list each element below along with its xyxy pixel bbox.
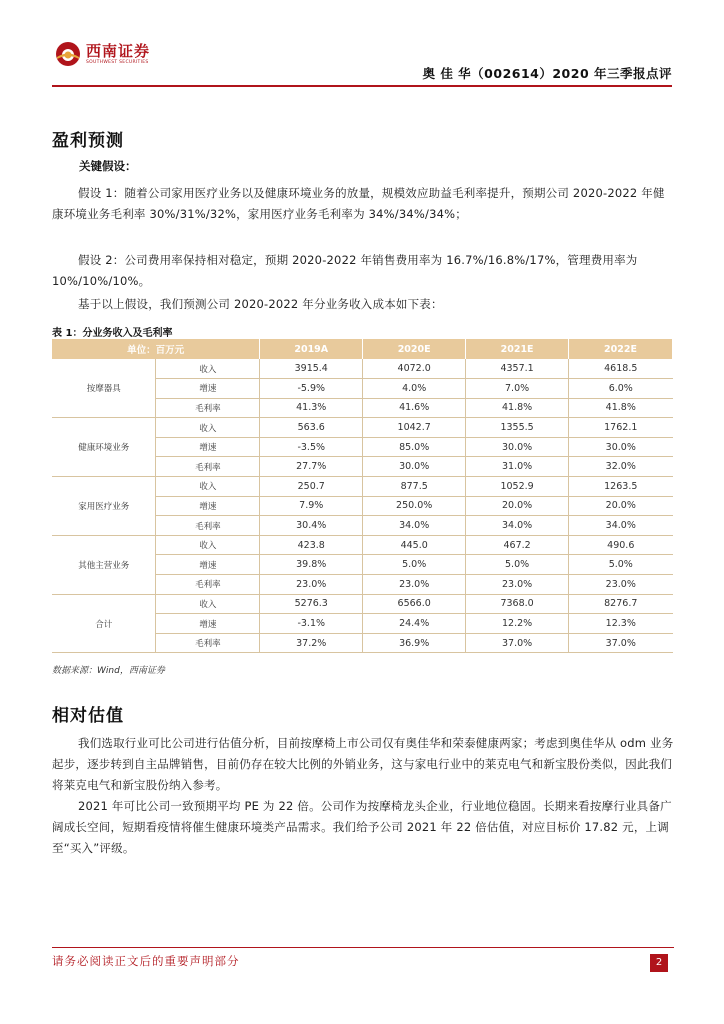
value-cell: 5.0% <box>569 555 673 575</box>
metric-label: 毛利率 <box>156 633 260 653</box>
page-header <box>52 38 672 90</box>
value-cell: 6566.0 <box>363 594 466 614</box>
value-cell: 41.8% <box>466 398 569 418</box>
value-cell: 877.5 <box>363 477 466 497</box>
metric-label: 增速 <box>156 379 260 399</box>
data-source-note: 数据来源：Wind，西南证券 <box>52 666 165 676</box>
footer-divider <box>52 947 674 948</box>
value-cell: 467.2 <box>466 535 569 555</box>
metric-label: 收入 <box>156 418 260 438</box>
value-cell: 34.0% <box>363 516 466 536</box>
value-cell: 30.0% <box>466 437 569 457</box>
key-assumptions-heading: 关键假设： <box>79 159 137 173</box>
value-cell: 4618.5 <box>569 359 673 379</box>
value-cell: 37.2% <box>260 633 363 653</box>
value-cell: 1052.9 <box>466 477 569 497</box>
metric-label: 增速 <box>156 555 260 575</box>
metric-label: 增速 <box>156 496 260 516</box>
segment-name: 其他主营业务 <box>52 535 156 594</box>
value-cell: 250.7 <box>260 477 363 497</box>
value-cell: 4072.0 <box>363 359 466 379</box>
value-cell: 39.8% <box>260 555 363 575</box>
value-cell: 23.0% <box>260 575 363 595</box>
metric-label: 收入 <box>156 535 260 555</box>
value-cell: 23.0% <box>363 575 466 595</box>
value-cell: 5.0% <box>363 555 466 575</box>
table-header-row <box>52 339 673 359</box>
value-cell: -3.5% <box>260 437 363 457</box>
value-cell: -5.9% <box>260 379 363 399</box>
value-cell: 20.0% <box>466 496 569 516</box>
header-divider <box>52 85 672 87</box>
value-cell: 6.0% <box>569 379 673 399</box>
value-cell: 4.0% <box>363 379 466 399</box>
value-cell: 12.3% <box>569 614 673 634</box>
metric-label: 毛利率 <box>156 457 260 477</box>
value-cell: 1355.5 <box>466 418 569 438</box>
value-cell: 12.2% <box>466 614 569 634</box>
value-cell: 250.0% <box>363 496 466 516</box>
value-cell: 41.8% <box>569 398 673 418</box>
value-cell: 24.4% <box>363 614 466 634</box>
value-cell: 5276.3 <box>260 594 363 614</box>
value-cell: 34.0% <box>569 516 673 536</box>
value-cell: 445.0 <box>363 535 466 555</box>
value-cell: 5.0% <box>466 555 569 575</box>
table-header-2019a: 2019A <box>260 339 363 359</box>
value-cell: 7.0% <box>466 379 569 399</box>
value-cell: -3.1% <box>260 614 363 634</box>
table-header-2020e: 2020E <box>363 339 466 359</box>
value-cell: 41.3% <box>260 398 363 418</box>
value-cell: 20.0% <box>569 496 673 516</box>
table-row <box>52 359 673 379</box>
value-cell: 7.9% <box>260 496 363 516</box>
valuation-paragraph-1: 我们选取行业可比公司进行估值分析，目前按摩椅上市公司仅有奥佳华和荣泰健康两家；考虑到奥佳华从 odm 业务起步，逐步转到自主品牌销售，目前仍存在较大比例的外销业务，这与家电行业中的莱克电气和新宝股份类似，因此我们将莱克电气和新宝股份纳入参考。 <box>52 736 674 792</box>
table-caption: 表 1：分业务收入及毛利率 <box>52 328 173 339</box>
table-header-2022e: 2022E <box>569 339 673 359</box>
metric-label: 毛利率 <box>156 575 260 595</box>
metric-label: 增速 <box>156 437 260 457</box>
value-cell: 37.0% <box>466 633 569 653</box>
value-cell: 4357.1 <box>466 359 569 379</box>
metric-label: 增速 <box>156 614 260 634</box>
value-cell: 30.0% <box>569 437 673 457</box>
section-title-relative-valuation: 相对估值 <box>52 706 124 726</box>
segment-name: 健康环境业务 <box>52 418 156 477</box>
assumption-1-paragraph: 假设 1：随着公司家用医疗业务以及健康环境业务的放量，规模效应助益毛利率提升，预期公司 2020-2022 年健康环境业务毛利率 30%/31%/32%，家用医疗业务毛利率为 34%/34%/34%； <box>52 186 665 221</box>
metric-label: 收入 <box>156 594 260 614</box>
segment-name: 按摩器具 <box>52 359 156 418</box>
table-header-2021e: 2021E <box>466 339 569 359</box>
value-cell: 27.7% <box>260 457 363 477</box>
segment-name: 合计 <box>52 594 156 653</box>
forecast-basis-paragraph: 基于以上假设，我们预测公司 2020-2022 年分业务收入成本如下表： <box>78 297 443 311</box>
company-logo <box>54 40 150 68</box>
value-cell: 34.0% <box>466 516 569 536</box>
table-row <box>52 594 673 614</box>
logo-chinese-name: 西南证券 <box>86 42 151 60</box>
footer-disclaimer: 请务必阅读正文后的重要声明部分 <box>52 954 240 968</box>
value-cell: 41.6% <box>363 398 466 418</box>
table-row <box>52 418 673 438</box>
valuation-paragraph-2: 2021 年可比公司一致预期平均 PE 为 22 倍。公司作为按摩椅龙头企业，行业地位稳固。长期来看按摩行业具备广阔成长空间，短期看疫情将催生健康环境类产品需求。我们给予公司 2021 年 22 倍估值，对应目标价 17.82 元，上调至“买入”评级。 <box>52 799 672 855</box>
value-cell: 32.0% <box>569 457 673 477</box>
value-cell: 563.6 <box>260 418 363 438</box>
value-cell: 23.0% <box>466 575 569 595</box>
value-cell: 423.8 <box>260 535 363 555</box>
value-cell: 36.9% <box>363 633 466 653</box>
value-cell: 1042.7 <box>363 418 466 438</box>
logo-mark-icon <box>54 40 82 68</box>
value-cell: 1762.1 <box>569 418 673 438</box>
value-cell: 23.0% <box>569 575 673 595</box>
value-cell: 3915.4 <box>260 359 363 379</box>
table-row <box>52 535 673 555</box>
metric-label: 毛利率 <box>156 398 260 418</box>
value-cell: 30.4% <box>260 516 363 536</box>
value-cell: 31.0% <box>466 457 569 477</box>
table-row <box>52 477 673 497</box>
value-cell: 8276.7 <box>569 594 673 614</box>
metric-label: 收入 <box>156 359 260 379</box>
page-number: 2 <box>650 954 668 972</box>
value-cell: 37.0% <box>569 633 673 653</box>
segment-name: 家用医疗业务 <box>52 477 156 536</box>
business-revenue-table <box>52 339 673 653</box>
logo-english-name: SOUTHWEST SECURITIES <box>86 60 149 65</box>
value-cell: 1263.5 <box>569 477 673 497</box>
section-title-earnings-forecast: 盈利预测 <box>52 131 124 151</box>
value-cell: 490.6 <box>569 535 673 555</box>
report-title: 奥 佳 华（002614）2020 年三季报点评 <box>422 66 672 81</box>
table-header-unit: 单位：百万元 <box>52 339 260 359</box>
value-cell: 30.0% <box>363 457 466 477</box>
assumption-2-paragraph: 假设 2：公司费用率保持相对稳定，预期 2020-2022 年销售费用率为 16.7%/16.8%/17%，管理费用率为 10%/10%/10%。 <box>52 253 638 288</box>
value-cell: 7368.0 <box>466 594 569 614</box>
metric-label: 收入 <box>156 477 260 497</box>
value-cell: 85.0% <box>363 437 466 457</box>
metric-label: 毛利率 <box>156 516 260 536</box>
